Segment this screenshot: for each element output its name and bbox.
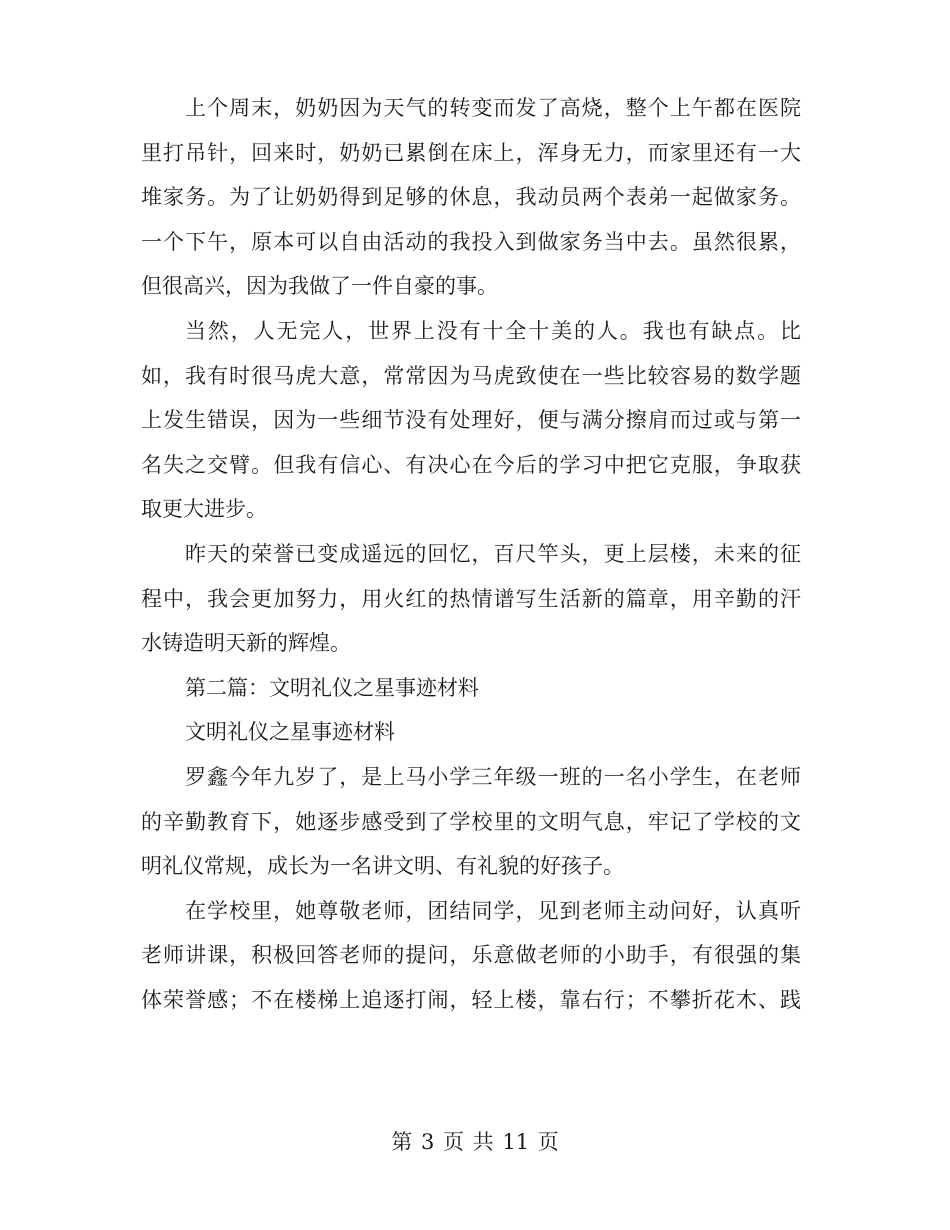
- text-line: 上发生错误，因为一些细节没有处理好，便与满分擦肩而过或与第一: [141, 408, 801, 433]
- text-line: 取更大进步。: [141, 497, 267, 522]
- text-line: 水铸造明天新的辉煌。: [141, 631, 351, 656]
- article-title: 文明礼仪之星事迹材料: [185, 720, 395, 745]
- text-line: 名失之交臂。但我有信心、有决心在今后的学习中把它克服，争取获: [141, 452, 801, 477]
- text-line: 罗鑫今年九岁了，是上马小学三年级一班的一名小学生，在老师: [185, 764, 801, 789]
- text-line: 里打吊针，回来时，奶奶已累倒在床上，浑身无力，而家里还有一大: [141, 140, 801, 165]
- text-line: 明礼仪常规，成长为一名讲文明、有礼貌的好孩子。: [141, 854, 624, 879]
- text-line: 一个下午，原本可以自由活动的我投入到做家务当中去。虽然很累，: [141, 229, 801, 254]
- text-line: 当然，人无完人，世界上没有十全十美的人。我也有缺点。比: [185, 318, 801, 343]
- text-line: 上个周末，奶奶因为天气的转变而发了高烧，整个上午都在医院: [185, 96, 801, 120]
- document-body: [141, 86, 801, 1022]
- section-heading: 第二篇：文明礼仪之星事迹材料: [185, 675, 479, 700]
- text-line: 但很高兴，因为我做了一件自豪的事。: [141, 274, 498, 299]
- text-line: 程中，我会更加努力，用火红的热情谱写生活新的篇章，用辛勤的汗: [141, 586, 801, 611]
- text-line: 昨天的荣誉已变成遥远的回忆，百尺竿头，更上层楼，未来的征: [185, 541, 801, 566]
- text-line: 的辛勤教育下，她逐步感受到了学校里的文明气息，牢记了学校的文: [141, 809, 801, 834]
- text-line: 堆家务。为了让奶奶得到足够的休息，我动员两个表弟一起做家务。: [141, 185, 801, 210]
- text-line: 在学校里，她尊敬老师，团结同学，见到老师主动问好，认真听: [185, 898, 801, 923]
- page-number-footer: 第 3 页 共 11 页: [391, 1130, 559, 1154]
- text-line: 如，我有时很马虎大意，常常因为马虎致使在一些比较容易的数学题: [141, 363, 801, 388]
- text-line: 体荣誉感；不在楼梯上追逐打闹，轻上楼，靠右行；不攀折花木、践: [141, 987, 801, 1012]
- text-line: 老师讲课，积极回答老师的提问，乐意做老师的小助手，有很强的集: [141, 943, 801, 968]
